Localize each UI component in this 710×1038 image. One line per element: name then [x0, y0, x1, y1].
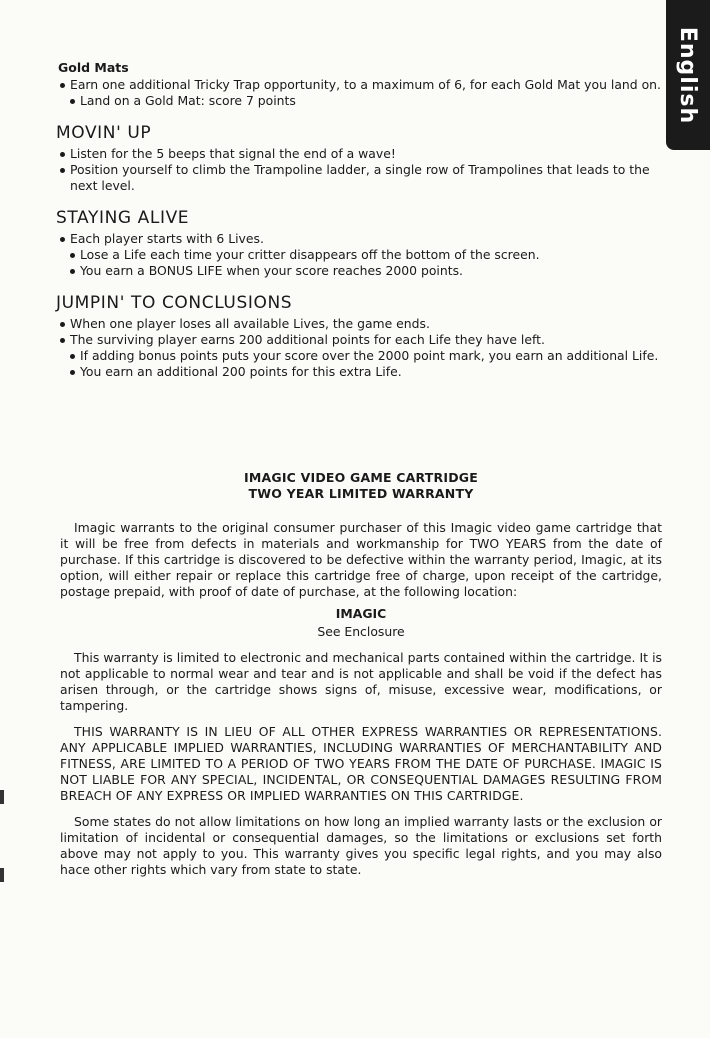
warranty-heading-line2: TWO YEAR LIMITED WARRANTY [248, 486, 474, 501]
list-item: You earn a BONUS LIFE when your score reaches 2000 points. [58, 263, 662, 279]
list-item: If adding bonus points puts your score over the 2000 point mark, you earn an additional Life. [58, 348, 662, 364]
warranty-paragraph: Some states do not allow limitations on how long an implied warranty lasts or the exclusion or limitation of incidental or consequential damages, so the limitations or exclusions set forth above may not apply to you. This warranty gives you specific legal rights, and you may also hace other rights which vary from state to state. [60, 814, 662, 877]
staying-alive-list [58, 231, 662, 279]
list-item: When one player loses all available Lives, the game ends. [58, 316, 662, 332]
list-item: Earn one additional Tricky Trap opportunity, to a maximum of 6, for each Gold Mat you land on. [58, 77, 662, 93]
list-item: Position yourself to climb the Trampoline ladder, a single row of Trampolines that leads to the next level. [58, 162, 662, 194]
gold-mats-list [58, 77, 662, 109]
warranty-paragraph: Imagic warrants to the original consumer purchaser of this Imagic video game cartridge that it will be free from defects in materials and workmanship for TWO YEARS from the date of purchase. If this cartridge is discovered to be defective within the warranty period, Imagic, at its option, will either repair or replace this cartridge free of charge, upon receipt of the cartridge, postage prepaid, with proof of date of purchase, at the following location: [60, 520, 662, 599]
movin-up-title: MOVIN' UP [56, 123, 152, 143]
warranty-heading [60, 470, 662, 502]
warranty-section [60, 470, 662, 878]
movin-up-list [58, 146, 662, 194]
jumpin-title: JUMPIN' TO CONCLUSIONS [56, 293, 293, 313]
language-tab-label: English [675, 26, 701, 124]
staying-alive-title: STAYING ALIVE [56, 208, 190, 228]
list-item: Land on a Gold Mat: score 7 points [58, 93, 662, 109]
list-item: Each player starts with 6 Lives. [58, 231, 662, 247]
enclosure-note: See Enclosure [317, 624, 405, 639]
list-item: Lose a Life each time your critter disappears off the bottom of the screen. [58, 247, 662, 263]
warranty-paragraph: This warranty is limited to electronic and mechanical parts contained within the cartridge. It is not applicable to normal wear and tear and is not applicable and shall be void if the defect has arisen through, or the cartridge shows signs of, misuse, excessive wear, modifications, or tampering. [60, 650, 662, 713]
edge-tick-mark [0, 868, 4, 882]
warranty-disclaimer: THIS WARRANTY IS IN LIEU OF ALL OTHER EXPRESS WARRANTIES OR REPRESENTATIONS. ANY APPLICABLE IMPLIED WARRANTIES, INCLUDING WARRANTIES OF MERCHANTABILITY AND FITNESS, ARE LIMITED TO A PERIOD OF TWO YEARS FROM THE DATE OF PURCHASE. IMAGIC IS NOT LIABLE FOR ANY SPECIAL, INCIDENTAL, OR CONSEQUENTIAL DAMAGES RESULTING FROM BREACH OF ANY EXPRESS OR IMPLIED WARRANTIES ON THIS CARTRIDGE. [60, 724, 662, 803]
language-tab [666, 0, 710, 150]
list-item: The surviving player earns 200 additional points for each Life they have left. [58, 332, 662, 348]
list-item: You earn an additional 200 points for this extra Life. [58, 364, 662, 380]
instructions-section [58, 60, 662, 380]
warranty-heading-line1: IMAGIC VIDEO GAME CARTRIDGE [244, 470, 478, 485]
company-name: IMAGIC [335, 606, 387, 621]
list-item: Listen for the 5 beeps that signal the end of a wave! [58, 146, 662, 162]
edge-tick-mark [0, 790, 4, 804]
gold-mats-title: Gold Mats [58, 60, 129, 75]
jumpin-list [58, 316, 662, 380]
